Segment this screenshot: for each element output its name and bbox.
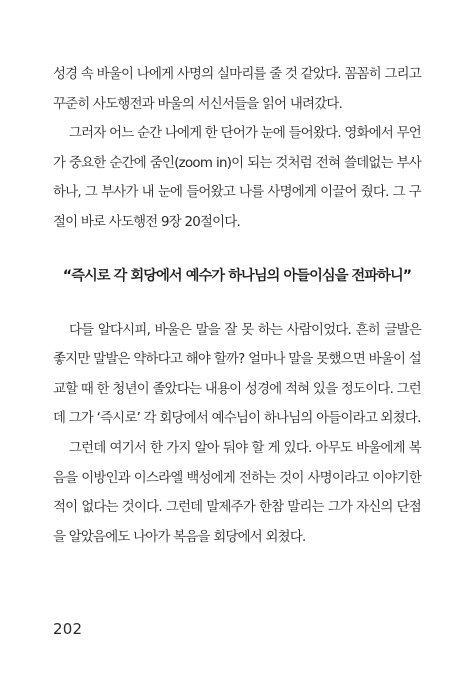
body-paragraph: 그런데 여기서 한 가지 알아 둬야 할 게 있다. 아무도 바울에게 복음을 이방인과 이스라엘 백성에게 전하는 것이 사명이라고 이야기한 적이 없다는 것이다. 그런데 말제주가 한참 말리는 그가 자신의 단점을 알았음에도 나아가 복음을 회당에서 외쳤다. xyxy=(53,440,421,545)
page-body xyxy=(53,60,421,552)
page-number: 202 xyxy=(53,620,83,638)
body-paragraph: 그러자 어느 순간 나에게 한 단어가 눈에 들어왔다. 영화에서 무언가 중요한 순간에 줌인(zoom in)이 되는 것처럼 전혀 쓸데없는 부사 하나, 그 부사가 내 눈에 들어왔고 나를 사명에게 이끌어 줬다. 그 구절이 바로 사도행전 9장 20절이다. xyxy=(53,126,421,230)
body-paragraph: 성경 속 바울이 나에게 사명의 실마리를 줄 것 같았다. 꼼꼼히 그리고 꾸준히 사도행전과 바울의 서신서들을 읽어 내려갔다. xyxy=(53,67,421,112)
scripture-quote: “즉시로 각 회당에서 예수가 하나님의 아들이심을 전파하니” xyxy=(62,267,412,284)
body-paragraph: 다들 알다시피, 바울은 말을 잘 못 하는 사람이었다. 흔히 글발은 좋지만 말발은 약하다고 해야 할까? 얼마나 말을 못했으면 바울이 설교할 때 한 청년이 졸았다는 내용이 성경에 적혀 있을 정도이다. 그런데 그가 ‘즉시로’ 각 회당에서 예수님이 하나님의 아들이라고 외쳤다. xyxy=(53,322,421,427)
